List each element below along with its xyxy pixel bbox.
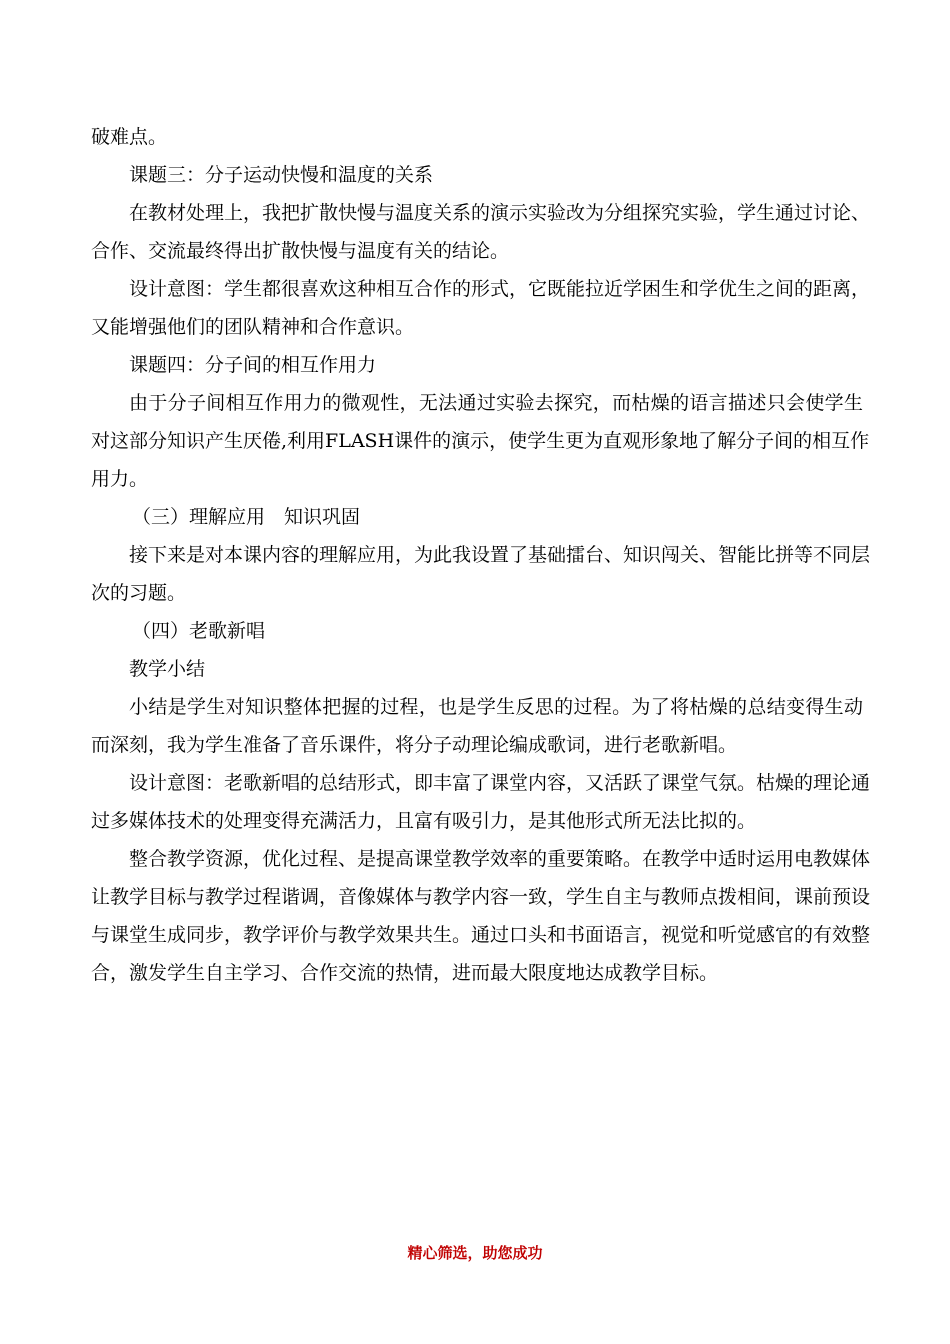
subheading-summary: 教学小结: [129, 658, 206, 680]
paragraph-line: 与课堂生成同步，教学评价与教学效果共生。通过口头和书面语言，视觉和听觉感官的有效整: [91, 924, 871, 946]
paragraph-line: 而深刻，我为学生准备了音乐课件，将分子动理论编成歌词，进行老歌新唱。: [91, 734, 738, 756]
paragraph-line: 接下来是对本课内容的理解应用，为此我设置了基础擂台、知识闯关、智能比拼等不同层: [129, 544, 871, 566]
section-heading-part-four: （四）老歌新唱: [132, 620, 266, 642]
section-heading-topic-three: 课题三：分子运动快慢和温度的关系: [129, 164, 434, 186]
paragraph-line: 由于分子间相互作用力的微观性，无法通过实验去探究，而枯燥的语言描述只会使学生: [129, 392, 863, 414]
paragraph-line: 设计意图：学生都很喜欢这种相互合作的形式，它既能拉近学困生和学优生之间的距离，: [129, 278, 871, 300]
paragraph-line: 次的习题。: [91, 582, 187, 604]
paragraph-line: 又能增强他们的团队精神和合作意识。: [91, 316, 415, 338]
paragraph-line: 让教学目标与教学过程谐调，音像媒体与教学内容一致，学生自主与教师点拨相间，课前预设: [91, 886, 871, 908]
paragraph-line: 破难点。: [91, 126, 168, 148]
paragraph-line: 对这部分知识产生厌倦,利用FLASH课件的演示，使学生更为直观形象地了解分子间的相互作: [91, 430, 870, 452]
paragraph-line: 整合教学资源，优化过程、是提高课堂教学效率的重要策略。在教学中适时运用电教媒体: [129, 848, 871, 870]
paragraph-line: 合作、交流最终得出扩散快慢与温度有关的结论。: [91, 240, 510, 262]
page-footer: 精心筛选，助您成功: [407, 1244, 543, 1262]
paragraph-line: 设计意图：老歌新唱的总结形式，即丰富了课堂内容，又活跃了课堂气氛。枯燥的理论通: [129, 772, 871, 794]
paragraph-line: 合，激发学生自主学习、合作交流的热情，进而最大限度地达成教学目标。: [91, 962, 719, 984]
paragraph-line: 用力。: [91, 468, 149, 490]
document-body: [91, 118, 871, 992]
paragraph-line: 在教材处理上，我把扩散快慢与温度关系的演示实验改为分组探究实验，学生通过讨论、: [129, 202, 871, 224]
paragraph-line: 小结是学生对知识整体把握的过程，也是学生反思的过程。为了将枯燥的总结变得生动: [129, 696, 863, 718]
paragraph-line: 过多媒体技术的处理变得充满活力，且富有吸引力，是其他形式所无法比拟的。: [91, 810, 757, 832]
section-heading-part-three: （三）理解应用 知识巩固: [132, 506, 361, 528]
section-heading-topic-four: 课题四：分子间的相互作用力: [129, 354, 377, 376]
